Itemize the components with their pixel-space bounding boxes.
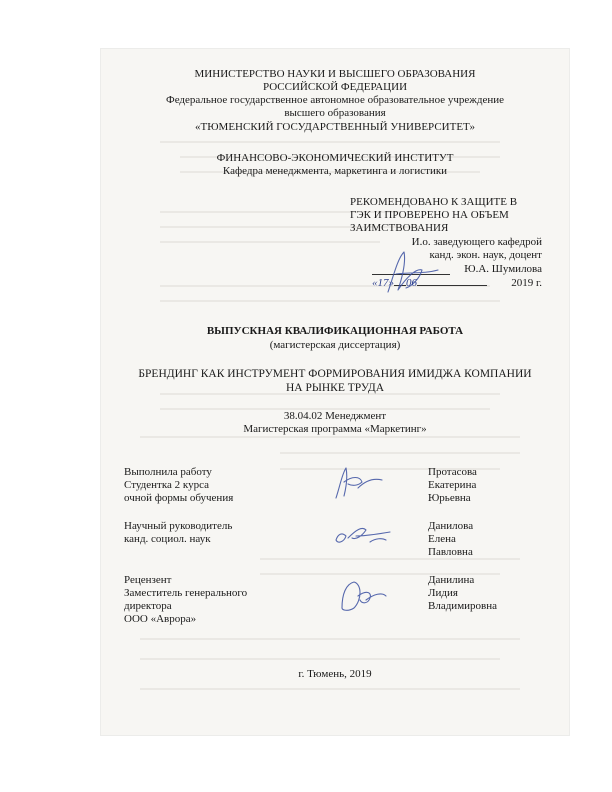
work-subtype: (магистерская диссертация) <box>269 339 401 351</box>
supervisor-patronymic: Павловна <box>428 546 473 558</box>
approval-line-2: ГЭК И ПРОВЕРЕНО НА ОБЪЕМ <box>350 209 509 221</box>
reviewer-role-3: директора <box>124 600 172 612</box>
bleed-through-line <box>160 241 380 243</box>
supervisor-first-name: Елена <box>428 533 456 545</box>
author-surname: Протасова <box>428 466 477 478</box>
supervisor-signature <box>326 520 396 554</box>
reviewer-first-name: Лидия <box>428 587 458 599</box>
bleed-through-line <box>160 141 500 143</box>
institute-name: ФИНАНСОВО-ЭКОНОМИЧЕСКИЙ ИНСТИТУТ <box>216 152 454 164</box>
approval-degree: канд. экон. наук, доцент <box>429 249 542 261</box>
author-role-1: Выполнила работу <box>124 466 212 478</box>
reviewer-signature <box>332 574 392 618</box>
approval-line-1: РЕКОМЕНДОВАНО К ЗАЩИТЕ В <box>350 196 518 208</box>
author-patronymic: Юрьевна <box>428 492 471 504</box>
bleed-through-line <box>260 558 520 560</box>
approval-line-3: ЗАИМСТВОВАНИЯ <box>350 222 449 234</box>
bleed-through-line <box>140 436 520 438</box>
ministry-line-1: МИНИСТЕРСТВО НАУКИ И ВЫСШЕГО ОБРАЗОВАНИЯ <box>194 68 476 80</box>
reviewer-role-1: Рецензент <box>124 574 172 586</box>
institution-line-1: Федеральное государственное автономное образовательное учреждение <box>166 94 504 106</box>
approval-position: И.о. заведующего кафедрой <box>411 236 542 248</box>
bleed-through-line <box>140 658 500 660</box>
author-first-name: Екатерина <box>428 479 477 491</box>
work-title-line-2: НА РЫНКЕ ТРУДА <box>285 382 385 394</box>
ministry-line-2: РОССИЙСКОЙ ФЕДЕРАЦИИ <box>262 81 408 93</box>
supervisor-role-2: канд. социол. наук <box>124 533 211 545</box>
work-title-line-1: БРЕНДИНГ КАК ИНСТРУМЕНТ ФОРМИРОВАНИЯ ИМИДЖА КОМПАНИИ <box>138 368 532 380</box>
reviewer-role-2: Заместитель генерального <box>124 587 248 599</box>
bleed-through-line <box>140 638 520 640</box>
work-code: 38.04.02 Менеджмент <box>283 410 387 422</box>
bleed-through-line <box>280 452 520 454</box>
work-program: Магистерская программа «Маркетинг» <box>243 423 427 435</box>
document-page <box>100 48 570 736</box>
approval-date-day: «17» <box>372 277 394 289</box>
author-signature <box>328 462 388 504</box>
author-role-2: Студентка 2 курса <box>124 479 209 491</box>
supervisor-surname: Данилова <box>428 520 474 532</box>
bleed-through-line <box>140 688 520 690</box>
city-year: г. Тюмень, 2019 <box>298 668 372 680</box>
bleed-through-line <box>160 300 500 302</box>
approval-date-year: 2019 г. <box>511 277 542 289</box>
work-type: ВЫПУСКНАЯ КВАЛИФИКАЦИОННАЯ РАБОТА <box>206 325 464 337</box>
reviewer-patronymic: Владимировна <box>428 600 498 612</box>
approval-signature <box>376 244 446 304</box>
institution-line-2: высшего образования <box>284 107 386 119</box>
approval-date-month: 06 <box>406 277 417 289</box>
author-role-3: очной формы обучения <box>124 492 234 504</box>
reviewer-surname: Данилина <box>428 574 475 586</box>
department-name: Кафедра менеджмента, маркетинга и логистики <box>222 165 448 177</box>
approval-name: Ю.А. Шумилова <box>464 263 542 275</box>
supervisor-role-1: Научный руководитель <box>124 520 233 532</box>
reviewer-role-4: ООО «Аврора» <box>124 613 197 625</box>
university-name: «ТЮМЕНСКИЙ ГОСУДАРСТВЕННЫЙ УНИВЕРСИТЕТ» <box>195 121 475 133</box>
